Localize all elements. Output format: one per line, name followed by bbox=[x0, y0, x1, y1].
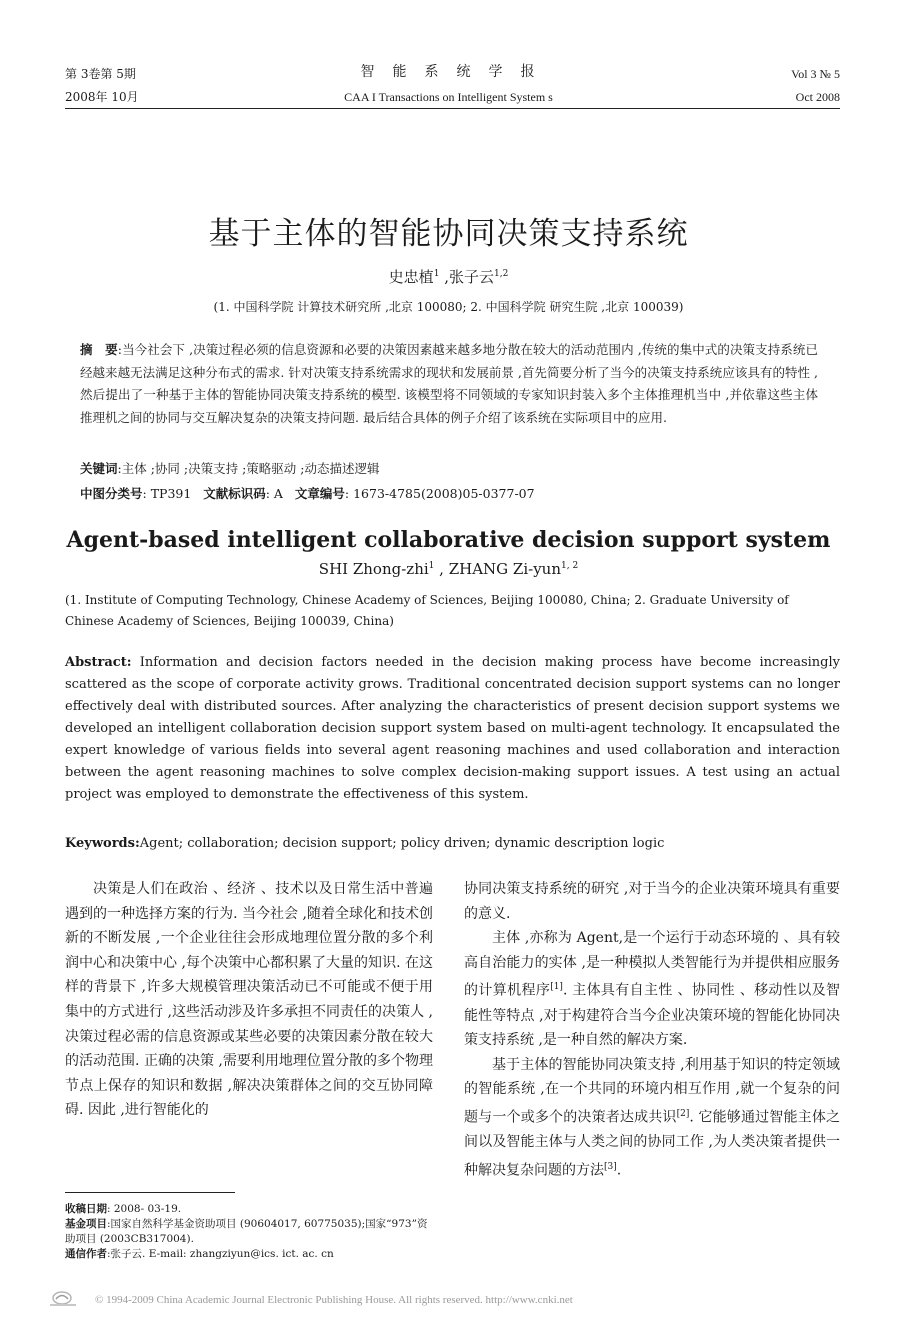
keywords-en-label: Keywords: bbox=[65, 836, 140, 851]
author-shi: 史忠植 bbox=[388, 268, 434, 286]
footnotes bbox=[65, 1202, 435, 1262]
keywords-cn-label: 关键词 bbox=[80, 461, 118, 476]
article-number-label: 文章编号 bbox=[294, 486, 345, 501]
authors-en bbox=[0, 560, 897, 578]
keywords-en-text: Agent; collaboration; decision support; policy driven; dynamic description logic bbox=[139, 836, 665, 851]
abstract-en bbox=[65, 652, 840, 806]
author-separator: , bbox=[439, 268, 449, 286]
body-paragraph: 协同决策支持系统的研究 ,对于当今的企业决策环境具有重要的意义. bbox=[464, 881, 840, 922]
footnote-received bbox=[65, 1202, 435, 1217]
footnote-corresponding bbox=[65, 1247, 435, 1262]
author-zhang: 张子云 bbox=[448, 268, 494, 286]
journal-name-en: CAA I Transactions on Intelligent System s bbox=[344, 90, 553, 104]
fund-label: 基金项目 bbox=[65, 1218, 107, 1230]
paragraph-text: 主体 ,亦称为 Agent,是一个运行于动态环境的 、具有较高自治能力的实体 ,是一种模拟人类智能行为并提供相应服务的计算机程序 bbox=[464, 930, 840, 1000]
fund-text: :国家自然科学基金资助项目 (90604017, 60775035);国家“973”资助项目 (2003CB317004). bbox=[65, 1218, 428, 1245]
classification-cn bbox=[80, 484, 535, 502]
author-zhang-en: ZHANG Zi-yun bbox=[448, 560, 561, 578]
received-date: : 2008- 03-19. bbox=[107, 1203, 182, 1215]
affiliation-cn: (1. 中国科学院 计算技术研究所 ,北京 100080; 2. 中国科学院 研究生院 ,北京 100039) bbox=[213, 300, 684, 314]
journal-issue: 第 3卷第 5期 bbox=[65, 67, 136, 81]
body-column-right bbox=[464, 877, 840, 1183]
footnote-fund bbox=[65, 1217, 435, 1247]
paper-title-en: Agent-based intelligent collaborative decision support system bbox=[66, 527, 831, 553]
author-zhang-affil: 1,2 bbox=[493, 269, 509, 279]
keywords-cn-text: :主体 ;协同 ;决策支持 ;策略驱动 ;动态描述逻辑 bbox=[117, 461, 380, 476]
abstract-en-label: Abstract: bbox=[65, 655, 132, 670]
authors-cn bbox=[0, 266, 897, 287]
abstract-en-text: Information and decision factors needed in the decision making process have become increasingly scattered as the scope of corporate activity grows. Traditional concentrated decision support systems can no longer effectively deal with distributed sources. After analyzing the characteristics of present decision support systems we developed an intelligent collaboration decision support system based on multi-agent technology. It encapsulated the expert knowledge of various fields into several agent reasoning machines and used collaboration and interaction between the agent reasoning machines to solve complex decision-making support issues. A test using an actual project was employed to demonstrate the effectiveness of this system. bbox=[65, 655, 840, 802]
citation-ref: [3] bbox=[604, 1161, 617, 1172]
paragraph-text: 基于主体的智能协同决策支持 ,利用基于知识的特定领域的智能系统 ,在一个共同的环境内相互作用 ,就一个复杂的问题与一个或多个的决策者达成共识 bbox=[464, 1056, 840, 1126]
received-label: 收稿日期 bbox=[65, 1203, 107, 1215]
corresponding-text: :张子云. E-mail: zhangziyun@ics. ict. ac. cn bbox=[107, 1248, 334, 1260]
keywords-cn bbox=[80, 459, 379, 477]
author-shi-affil: 1 bbox=[433, 269, 440, 279]
paragraph-text: . bbox=[616, 1162, 622, 1179]
citation-ref: [1] bbox=[550, 982, 563, 993]
citation-ref: [2] bbox=[676, 1109, 690, 1119]
abstract-cn-label: 摘 要 bbox=[80, 342, 118, 357]
corresponding-label: 通信作者 bbox=[65, 1248, 107, 1260]
clc-label: 中图分类号 bbox=[80, 486, 143, 501]
journal-name-cn: 智 能 系 统 学 报 bbox=[360, 64, 537, 80]
doc-code-label: 文献标识码 bbox=[203, 486, 266, 501]
author-shi-en-affil: 1 bbox=[428, 561, 435, 571]
author-en-separator: , bbox=[434, 560, 449, 578]
journal-month: Oct 2008 bbox=[795, 90, 840, 104]
paper-title-cn: 基于主体的智能协同决策支持系统 bbox=[208, 216, 689, 252]
header-rule bbox=[65, 108, 840, 109]
doc-code-value: : A bbox=[265, 486, 283, 501]
abstract-cn bbox=[80, 339, 818, 429]
author-zhang-en-affil: 1, 2 bbox=[561, 561, 579, 571]
body-paragraph bbox=[464, 926, 840, 1053]
footnote-rule bbox=[65, 1192, 235, 1193]
paragraph-text: . 它能够通过智能主体之间以及智能主体与人类之间的协同工作 ,为人类决策者提供一种解决复杂问题的方法 bbox=[464, 1109, 840, 1179]
body-paragraph: 决策是人们在政治 、经济 、技术以及日常生活中普遍遇到的一种选择方案的行为. 当今社会 ,随着全球化和技术创新的不断发展 ,一个企业往往会形成地理位置分散的多个利润中心和决策中心 ,每个决策中心都积累了大量的知识. 在这样的背景下 ,许多大规模管理决策活动已不可能或不便于用集中的方式进行 ,这些活动涉及许多承担不同责任的决策人 ,决策过程必需的信息资源或某些必要的决策因素分散在较大的活动范围. 正确的决策 ,需要利用地理位置分散的多个物理节点上保存的知识和数据 ,解决决策群体之间的交互协同障碍. 因此 ,进行智能化的 bbox=[65, 881, 433, 1119]
paragraph-text: . 主体具有自主性 、协同性 、移动性以及智能性等特点 ,对于构建符合当今企业决策环境的智能化协同决策支持系统 ,是一种自然的解决方案. bbox=[464, 983, 840, 1049]
journal-date: 2008年 10月 bbox=[65, 90, 139, 104]
author-shi-en: SHI Zhong-zhi bbox=[318, 560, 429, 578]
abstract-cn-text: :当今社会下 ,决策过程必须的信息资源和必要的决策因素越来越多地分散在较大的活动范围内 ,传统的集中式的决策支持系统已经越来越无法满足这种分布式的需求. 针对决策支持系统需求的现状和发展前景 ,首先简要分析了当今的决策支持系统应该具有的特性 ,然后提出了一种基于主体的智能协同决策支持系统的模型. 该模型将不同领域的专家知识封装入多个主体推理机当中 ,并依靠这些主体推理机之间的协同与交互解决复杂的决策支持问题. 最后结合具体的例子介绍了该系统在实际项目中的应用. bbox=[80, 342, 818, 425]
article-number-value: : 1673-4785(2008)05-0377-07 bbox=[344, 486, 535, 501]
journal-volume: Vol 3 № 5 bbox=[791, 67, 840, 81]
affiliation-en: (1. Institute of Computing Technology, Chinese Academy of Sciences, Beijing 100080, China; 2. Graduate University of Chinese Academy of Sciences, Beijing 100039, China) bbox=[65, 593, 789, 628]
clc-value: : TP391 bbox=[142, 486, 192, 501]
keywords-en bbox=[65, 836, 664, 851]
cnki-logo-icon bbox=[48, 1290, 88, 1308]
body-paragraph bbox=[464, 1053, 840, 1183]
publisher-footer: © 1994-2009 China Academic Journal Electronic Publishing House. All rights reserved. http://www.cnki.net bbox=[95, 1294, 573, 1306]
body-column-left bbox=[65, 877, 433, 1123]
